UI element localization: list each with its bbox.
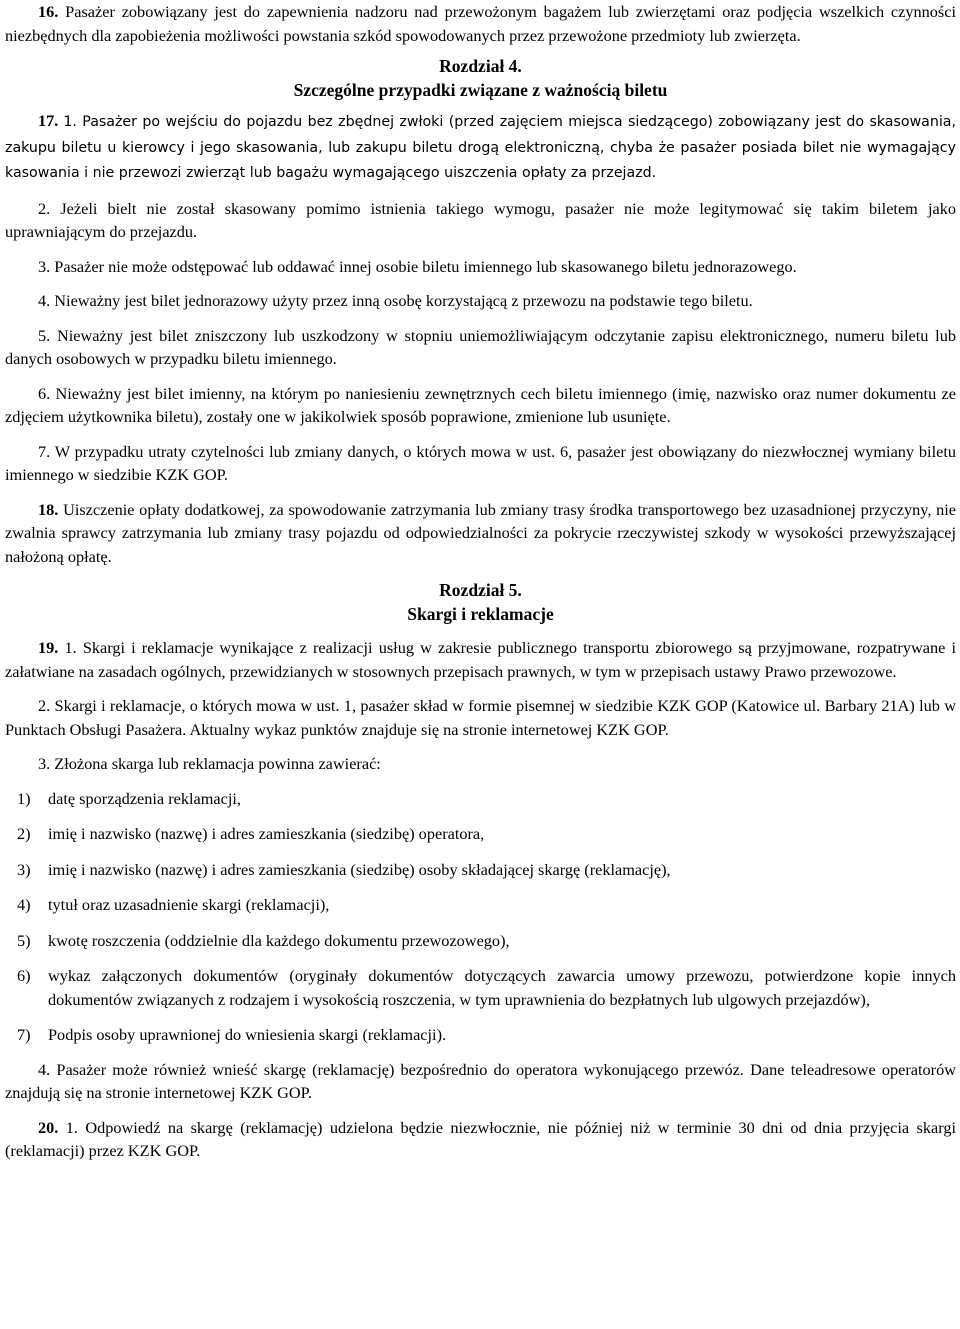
list-item-label: 5) xyxy=(17,930,31,950)
list-item-text: Podpis osoby uprawnionej do wniesienia skargi (reklamacji). xyxy=(48,1025,447,1044)
list-item-label: 1) xyxy=(17,788,31,808)
list-item xyxy=(5,787,956,811)
paragraph-19-3: 3. Złożona skarga lub reklamacja powinna zawierać: xyxy=(38,754,381,773)
list-item-text: imię i nazwisko (nazwę) i adres zamieszkania (siedzibę) operatora, xyxy=(48,824,485,843)
list-item-text: datę sporządzenia reklamacji, xyxy=(48,788,242,808)
list-item xyxy=(5,858,956,882)
list-item xyxy=(5,1023,956,1047)
chapter-4-subtitle: Szczególne przypadki związane z ważnością biletu xyxy=(293,80,668,100)
list-item-label: 3) xyxy=(17,859,31,879)
paragraph-number: 16. xyxy=(38,2,59,21)
chapter-5-title: Rozdział 5. xyxy=(439,580,522,600)
paragraph-17-2: 2. Jeżeli bielt nie został skasowany pomimo istnienia takiego wymogu, pasażer nie może legitymować się takim biletem jako uprawniającym do przejazdu. xyxy=(5,198,956,241)
list-item-text: imię i nazwisko (nazwę) i adres zamieszkania (siedzibę) osoby składającej skargę (reklamację), xyxy=(48,859,671,879)
list-item xyxy=(5,964,956,1011)
list-item-label: 7) xyxy=(17,1025,31,1044)
list-item xyxy=(5,929,956,953)
paragraph-number: 19. xyxy=(38,638,59,657)
chapter-4-title: Rozdział 4. xyxy=(439,56,522,76)
paragraph-17-3: 3. Pasażer nie może odstępować lub oddawać innej osobie biletu imiennego lub skasowanego biletu jednorazowego. xyxy=(38,256,797,276)
paragraph-17-4: 4. Nieważny jest bilet jednorazowy użyty przez inną osobę korzystającą z przewozu na podstawie tego biletu. xyxy=(38,291,753,310)
paragraph-17-1 xyxy=(5,109,956,186)
paragraph-text: Pasażer zobowiązany jest do zapewnienia nadzoru nad przewożonym bagażem lub zwierzętami oraz podjęcia wszelkich czynności niezbędnych dla zapobieżenia możliwości powstania szkód spowodowanych przez przewożone przedmioty lub zwierzęta. xyxy=(5,2,956,45)
complaint-requirements-list xyxy=(5,787,956,1047)
paragraph-19-1 xyxy=(5,636,956,683)
paragraph-number: 20. xyxy=(38,1117,59,1137)
list-item-label: 6) xyxy=(17,966,31,985)
paragraph-17-6: 6. Nieważny jest bilet imienny, na którym po naniesieniu zewnętrznych cech biletu imiennego (imię, nazwisko oraz numer dokumentu ze zdjęciem użytkownika biletu), zostały one w jakikolwiek sposób poprawione, zmienione lub usunięte. xyxy=(5,383,956,426)
paragraph-20-1 xyxy=(5,1116,956,1163)
list-item-text: wykaz załączonych dokumentów (oryginały dokumentów dotyczących zawarcia umowy przewozu, potwierdzone kopie innych dokumentów związanych z rodzajem i wysokością roszczenia, w tym uprawnienia do bezpłatnych lub ulgowych przejazdów), xyxy=(48,966,956,1009)
paragraph-text: 1. Pasażer po wejściu do pojazdu bez zbędnej zwłoki (przed zajęciem miejsca siedzącego) zobowiązany jest do skasowania, zakupu biletu u kierowcy i jego skasowania, lub zakupu biletu drogą elektroniczną, chyba że pasażer posiada bilet nie wymagający kasowania i nie przewozi zwierząt lub bagażu wymagającego uiszczenia opłaty za przejazd. xyxy=(5,114,956,181)
paragraph-19-4: 4. Pasażer może również wnieść skargę (reklamację) bezpośrednio do operatora wykonującego przewóz. Dane teleadresowe operatorów znajdują się na stronie internetowej KZK GOP. xyxy=(5,1059,956,1102)
paragraph-17-7: 7. W przypadku utraty czytelności lub zmiany danych, o których mowa w ust. 6, pasażer jest obowiązany do niezwłocznej wymiany biletu imiennego w siedzibie KZK GOP. xyxy=(5,441,956,484)
list-item xyxy=(5,893,956,917)
paragraph-number: 18. xyxy=(38,499,59,519)
paragraph-16 xyxy=(5,0,956,47)
list-item xyxy=(5,822,956,846)
paragraph-19-2: 2. Skargi i reklamacje, o których mowa w ust. 1, pasażer skład w formie pisemnej w siedzibie KZK GOP (Katowice ul. Barbary 21A) lub w Punktach Obsługi Pasażera. Aktualny wykaz punktów znajduje się na stronie internetowej KZK GOP. xyxy=(5,696,956,739)
paragraph-text: 1. Odpowiedź na skargę (reklamację) udzielona będzie niezwłocznie, nie później niż w terminie 30 dni od dnia przyjęcia skargi (reklamacji) przez KZK GOP. xyxy=(5,1117,956,1160)
paragraph-number: 17. xyxy=(38,111,59,130)
chapter-5-subtitle: Skargi i reklamacje xyxy=(407,604,554,624)
paragraph-text: Uiszczenie opłaty dodatkowej, za spowodowanie zatrzymania lub zmiany trasy środka transportowego bez uzasadnionej przyczyny, nie zwalnia sprawcy zatrzymania lub zmiany trasy pojazdu od odpowiedzialności za pokrycie rzeczywistej szkody w wysokości przewyższającej nałożoną opłatę. xyxy=(5,499,956,566)
paragraph-18 xyxy=(5,498,956,569)
list-item-text: kwotę roszczenia (oddzielnie dla każdego dokumentu przewozowego), xyxy=(48,930,510,950)
list-item-text: tytuł oraz uzasadnienie skargi (reklamacji), xyxy=(48,895,330,914)
paragraph-17-5: 5. Nieważny jest bilet zniszczony lub uszkodzony w stopniu uniemożliwiającym odczytanie zapisu elektronicznego, numeru biletu lub danych osobowych w przypadku biletu imiennego. xyxy=(5,325,956,368)
list-item-label: 4) xyxy=(17,895,31,914)
list-item-label: 2) xyxy=(17,824,31,843)
paragraph-text: 1. Skargi i reklamacje wynikające z realizacji usług w zakresie publicznego transportu zbiorowego są przyjmowane, rozpatrywane i załatwiane na zasadach ogólnych, przewidzianych w stosownych przepisach prawnych, w tym w przepisach ustawy Prawo przewozowe. xyxy=(5,638,956,681)
